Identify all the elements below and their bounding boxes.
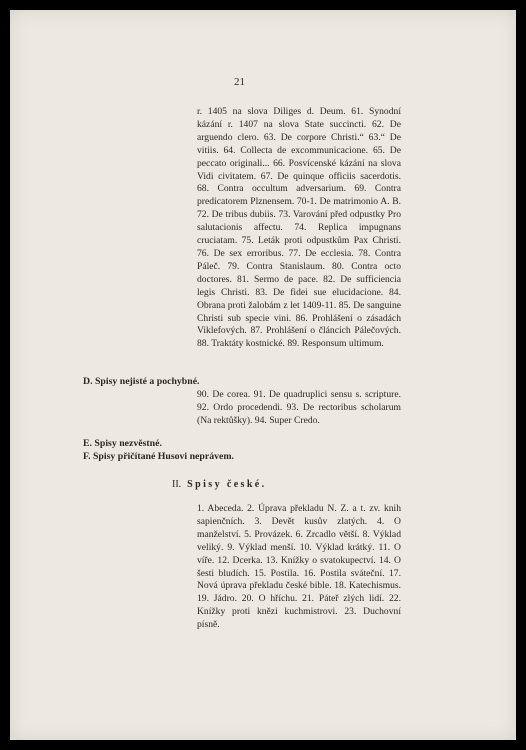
heading-uncertain-works: D. Spisy nejisté a pochybné. <box>83 376 200 387</box>
page-number: 21 <box>234 76 245 88</box>
section-number: II. <box>172 479 182 490</box>
list-czech-works: 1. Abeceda. 2. Úprava překladu N. Z. a t. zv. knih sapienčních. 3. Devět kusův zlatých. 4. O manželství. 5. Provázek. 6. Zrcadlo větší. 8. Výklad veliký. 9. Výklad menší. 10. Výklad krátký. 11. O víře. 12. Dcerka. 13. Knížky o svatokupectví. 14. O šesti bludích. 15. Postila. 16. Postila sváteční. 17. Nová úprava překladu české bible. 18. Katechismus. 19. Jádro. 20. O hříchu. 21. Páteř zlých lidí. 22. Knížky proti knězi kuchmistrovi. 23. Duchovní písně. <box>197 503 401 631</box>
heading-misattributed-works: F. Spisy přičítané Husovi neprávem. <box>83 451 234 462</box>
section-title: Spisy české. <box>187 479 267 490</box>
list-c-continuation: r. 1405 na slova Diliges d. Deum. 61. Synodní kázání r. 1407 na slova State succincti. 62. De arguendo clero. 63. De corpore Christi.“ 63.“ De vitiis. 64. Collecta de excommunicacione. 65. De peccato originali... 66. Posvícenské kázání na slova Vidi civitatem. 67. De quinque officiis sacerdotis. 68. Contra occultum adversarium. 69. Contra predicatorem Plznensem. 70-1. De matrimonio A. B. 72. De tribus dubiis. 73. Varování před odpustky Pro salutacionis affectu. 74. Replica impugnans cruciatam. 75. Leták proti odpustkům Pax Christi. 76. De sex erroribus. 77. De ecclesia. 78. Contra Páleč. 79. Contra Stanislaum. 80. Contra octo doctores. 81. Sermo de pace. 82. De sufficiencia legis Christi. 83. De fidei sue elucidacione. 84. Obrana proti žalobám z let 1409-11. 85. De sanguine Christi sub specie vini. 86. Prohlášení o zásadách Viklefových. 87. Prohlášení o článcích Pálečových. 88. Traktáty kostnické. 89. Responsum ultimum. <box>197 106 401 350</box>
section-heading-czech-works <box>172 479 267 490</box>
book-page <box>10 10 516 740</box>
heading-lost-works: E. Spisy nezvěstné. <box>83 438 162 449</box>
list-d: 90. De corea. 91. De quadruplici sensu s. scripture. 92. Ordo procedendi. 93. De rectoribus scholarum (Na rektůšky). 94. Super Credo. <box>197 389 401 426</box>
